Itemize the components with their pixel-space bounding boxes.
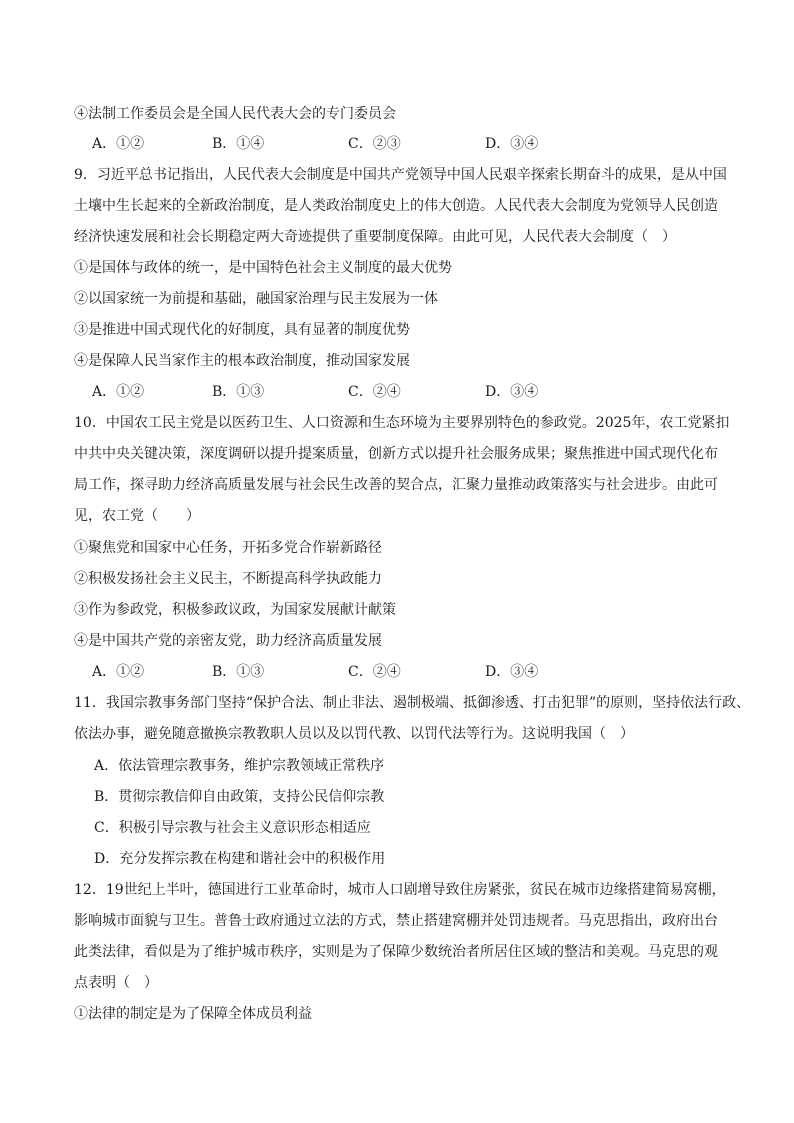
q12-statement-1: ①法律的制定是为了保障全体成员利益: [74, 1006, 312, 1022]
q10-option-a: A．①②: [92, 664, 145, 680]
q10-option-d: D．③④: [485, 664, 539, 680]
q9-option-b: B．①③: [212, 384, 265, 400]
q10-option-b: B．①③: [212, 664, 265, 680]
q8-options: [92, 134, 712, 154]
q9-stem-line-3: 经济快速发展和社会长期稳定两大奇迹提供了重要制度保障。由此可见，人民代表大会制度（ ）: [74, 229, 676, 245]
q9-statement-3: ③是推进中国式现代化的好制度，具有显著的制度优势: [74, 322, 410, 338]
q9-stem-line-2: 土壤中生长起来的全新政治制度，是人类政治制度史上的伟大创造。人民代表大会制度为党领导人民创造: [74, 198, 718, 214]
q9-options: [92, 382, 712, 402]
q10-stem-line-3: 局工作，探寻助力经济高质量发展与社会民生改善的契合点，汇聚力量推动政策落实与社会进步。由此可: [74, 477, 718, 493]
q9-statement-4: ④是保障人民当家作主的根本政治制度，推动国家发展: [74, 353, 410, 369]
q9-statement-1: ①是国体与政体的统一，是中国特色社会主义制度的最大优势: [74, 260, 452, 276]
q10-stem-line-4: 见，农工党（ ）: [74, 508, 200, 524]
q10-statement-3: ③作为参政党，积极参政议政，为国家发展献计献策: [74, 602, 396, 618]
q9-option-a: A．①②: [92, 384, 145, 400]
q9-stem-line-1: 9．习近平总书记指出，人民代表大会制度是中国共产党领导中国人民艰辛探索长期奋斗的成果，是从中国: [74, 167, 727, 183]
q8-option-b: B．①④: [212, 136, 265, 152]
q11-option-c: C．积极引导宗教与社会主义意识形态相适应: [94, 820, 371, 836]
q8-statement-4: ④法制工作委员会是全国人民代表大会的专门委员会: [74, 106, 396, 122]
q10-statement-1: ①聚焦党和国家中心任务，开拓多党合作崭新路径: [74, 540, 382, 556]
q10-option-c: C．②④: [348, 664, 401, 680]
q10-statement-4: ④是中国共产党的亲密友党，助力经济高质量发展: [74, 633, 382, 649]
q12-stem-line-3: 此类法律，看似是为了维护城市秩序，实则是为了保障少数统治者所居住区域的整洁和美观。马克思的观: [74, 944, 718, 960]
q9-option-d: D．③④: [485, 384, 539, 400]
q12-stem-line-2: 影响城市面貌与卫生。普鲁士政府通过立法的方式，禁止搭建窝棚并处罚违规者。马克思指出，政府出台: [74, 913, 718, 929]
q12-stem-line-1: 12．19世纪上半叶，德国进行工业革命时，城市人口剧增导致住房紧张，贫民在城市边缘搭建简易窝棚，: [74, 882, 726, 898]
q8-option-c: C．②③: [348, 136, 401, 152]
q9-statement-2: ②以国家统一为前提和基础，融国家治理与民主发展为一体: [74, 291, 438, 307]
q11-option-d: D．充分发挥宗教在构建和谐社会中的积极作用: [94, 851, 386, 867]
q11-stem-line-2: 依法办事，避免随意撤换宗教教职人员以及以罚代教、以罚代法等行为。这说明我国（ ）: [74, 726, 634, 742]
q11-stem-line-1: 11．我国宗教事务部门坚持“保护合法、制止非法、遏制极端、抵御渗透、打击犯罪”的原则，坚持依法行政、: [74, 695, 751, 711]
q10-statement-2: ②积极发扬社会主义民主，不断提高科学执政能力: [74, 571, 382, 587]
q9-option-c: C．②④: [348, 384, 401, 400]
q11-option-a: A．依法管理宗教事务，维护宗教领域正常秩序: [94, 758, 385, 774]
q10-stem-line-1: 10．中国农工民主党是以医药卫生、人口资源和生态环境为主要界别特色的参政党。2025年，农工党紧扣: [74, 415, 730, 431]
q10-options: [92, 662, 712, 682]
q8-option-a: A．①②: [92, 136, 145, 152]
q11-option-b: B．贯彻宗教信仰自由政策，支持公民信仰宗教: [94, 789, 385, 805]
q8-option-d: D．③④: [485, 136, 539, 152]
q12-stem-line-4: 点表明（ ）: [74, 975, 158, 991]
q10-stem-line-2: 中共中央关键决策，深度调研以提升提案质量，创新方式以提升社会服务成果；聚焦推进中国式现代化布: [74, 446, 718, 462]
